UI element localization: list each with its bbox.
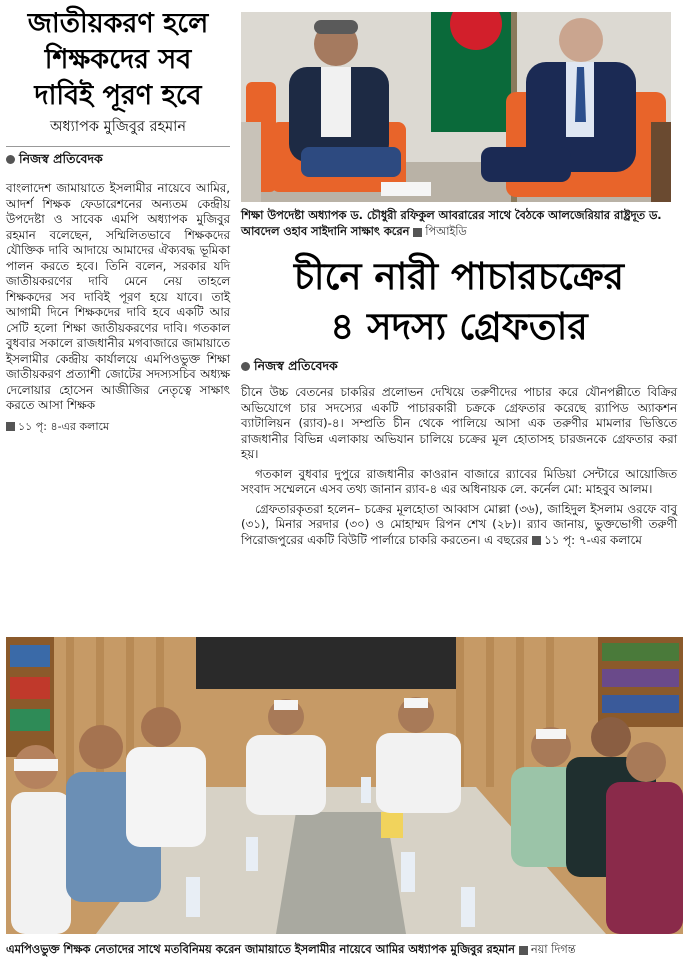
square-bullet-icon — [6, 422, 15, 431]
photo-meeting-ambassador — [241, 12, 671, 202]
story1-continued[interactable] — [6, 418, 230, 437]
photo-teachers-meeting — [6, 637, 683, 934]
story2-continued[interactable]: ১১ পৃ: ৭-এর কলামে — [544, 532, 642, 547]
story2-byline-text: নিজস্ব প্রতিবেদক — [254, 358, 338, 373]
bullet-icon — [241, 362, 250, 371]
story1-column — [6, 6, 230, 437]
photo1-caption-text: শিক্ষা উপদেষ্টা অধ্যাপক ড. চৌধুরী রফিকুল আবরারের সাথে বৈঠকে আলজেরিয়ার রাষ্ট্রদূত ড. আবদেল ওহাব সাইদানি সাক্ষাৎ করেন — [241, 209, 662, 238]
bullet-icon — [6, 155, 15, 164]
square-bullet-icon — [532, 536, 541, 545]
story1-headline-line3: দাবিই পূরণ হবে — [34, 80, 202, 111]
teachers-meeting-illustration — [6, 637, 683, 934]
photo2-credit: নয়া দিগন্ত — [530, 943, 576, 956]
story1-headline — [6, 6, 230, 114]
story2-headline-line1: চীনে নারী পাচারচক্রের — [293, 255, 625, 298]
story2-paragraph-1: চীনে উচ্চ বেতনের চাকরির প্রলোভন দেখিয়ে তরুণীদের পাচার করে যৌনপল্লীতে বিক্রির অভিযোগে চার সদস্যের একটি পাচারকারী চক্রকে গ্রেফতার করেছে র‍্যাপিড অ্যাকশন ব্যাটালিয়ন (র‍্যাব)-৪। সম্প্রতি চীন থেকে পালিয়ে আসা এক তরুণীর মামলার ভিত্তিতে রাজধানীর বিভিন্ন এলাকায় অভিযান চালিয়ে চক্রের মূল হোতাসহ চারজনকে গ্রেফতার করা হয়। — [241, 385, 677, 461]
story1-byline-text: নিজস্ব প্রতিবেদক — [19, 151, 103, 166]
meeting-photo-illustration — [241, 12, 671, 202]
square-bullet-icon — [413, 228, 422, 237]
square-bullet-icon — [519, 946, 528, 955]
story1-headline-line2: শিক্ষকদের সব — [44, 44, 192, 75]
story1-subhead: অধ্যাপক মুজিবুর রহমান — [49, 119, 187, 135]
photo2-caption — [6, 941, 686, 960]
story2-paragraph-3-text: গ্রেফতারকৃতরা হলেন– চক্রের মূলহোতা আব্বাস মোল্লা (৩৬), জাহিদুল ইসলাম ওরফে বাবু (৩১), মিনার সরদার (৩০) ও মোহাম্মদ রিপন শেখ (২৮)। র‍্যাব জানায়, ভুক্তভোগী তরুণী পিরোজপুরের একটি বিউটি পার্লারে চাকরি করতেন। এ বছরের — [241, 501, 677, 547]
story1-headline-line1: জাতীয়করণ হলে — [27, 8, 209, 39]
photo2-caption-text: এমপিওভুক্ত শিক্ষক নেতাদের সাথে মতবিনিময় করেন জামায়াতে ইসলামীর নায়েবে আমির অধ্যাপক মুজিবুর রহমান — [6, 943, 515, 956]
story1-body: বাংলাদেশ জামায়াতে ইসলামীর নায়েবে আমির, আদর্শ শিক্ষক ফেডারেশনের অন্যতম কেন্দ্রীয় উপদেষ্টা ও সাবেক এমপি অধ্যাপক মুজিবুর রহমান বলেছেন, সম্মিলিতভাবে শিক্ষকদের যৌক্তিক দাবি আদায়ে আমাদের ঐক্যবদ্ধ ভূমিকা পালন করতে হবে। তিনি বলেন, সরকার যদি জাতীয়করণের দাবি মেনে নেয় তাহলে শিক্ষকদের সব দাবিই পূরণ হয়ে যাবে। তাই আগামী দিনে শিক্ষকদের দাবি হবে একটি আর সেটি হলো শিক্ষা জাতীয়করণের দাবি। গতকাল বুধবার সকালে রাজধানীর মগবাজারে জামায়াতে ইসলামীর কেন্দ্রীয় কার্যালয়ে এমপিওভুক্ত শিক্ষা জাতীয়করণ প্রত্যাশী জোটের সদস্যসচিব অধ্যক্ষ দেলোয়ার হোসেন আজীজির নেতৃত্বে সাক্ষাৎ করতে আসা শিক্ষক — [6, 181, 230, 412]
photo1-caption — [241, 208, 677, 240]
story2-body — [241, 385, 677, 552]
story2-paragraph-3 — [241, 502, 677, 549]
story1-divider — [6, 146, 230, 147]
story2-headline — [241, 252, 677, 352]
story1-continued-text: ১১ পৃ: ৪-এর কলামে — [18, 419, 110, 433]
story2-paragraph-2: গতকাল বুধবার দুপুরে রাজধানীর কাওরান বাজারে র‍্যাবের মিডিয়া সেন্টারে আয়োজিত সংবাদ সম্মেলনে এসব তথ্য জানান র‍্যাব-৪ এর অধিনায়ক লে. কর্নেল মো: মাহবুব আলম। — [241, 466, 677, 496]
story2-headline-line2: ৪ সদস্য গ্রেফতার — [330, 305, 588, 348]
story1-byline — [6, 151, 230, 171]
photo1-credit: পিআইডি — [425, 225, 467, 238]
story2-byline — [241, 358, 677, 378]
